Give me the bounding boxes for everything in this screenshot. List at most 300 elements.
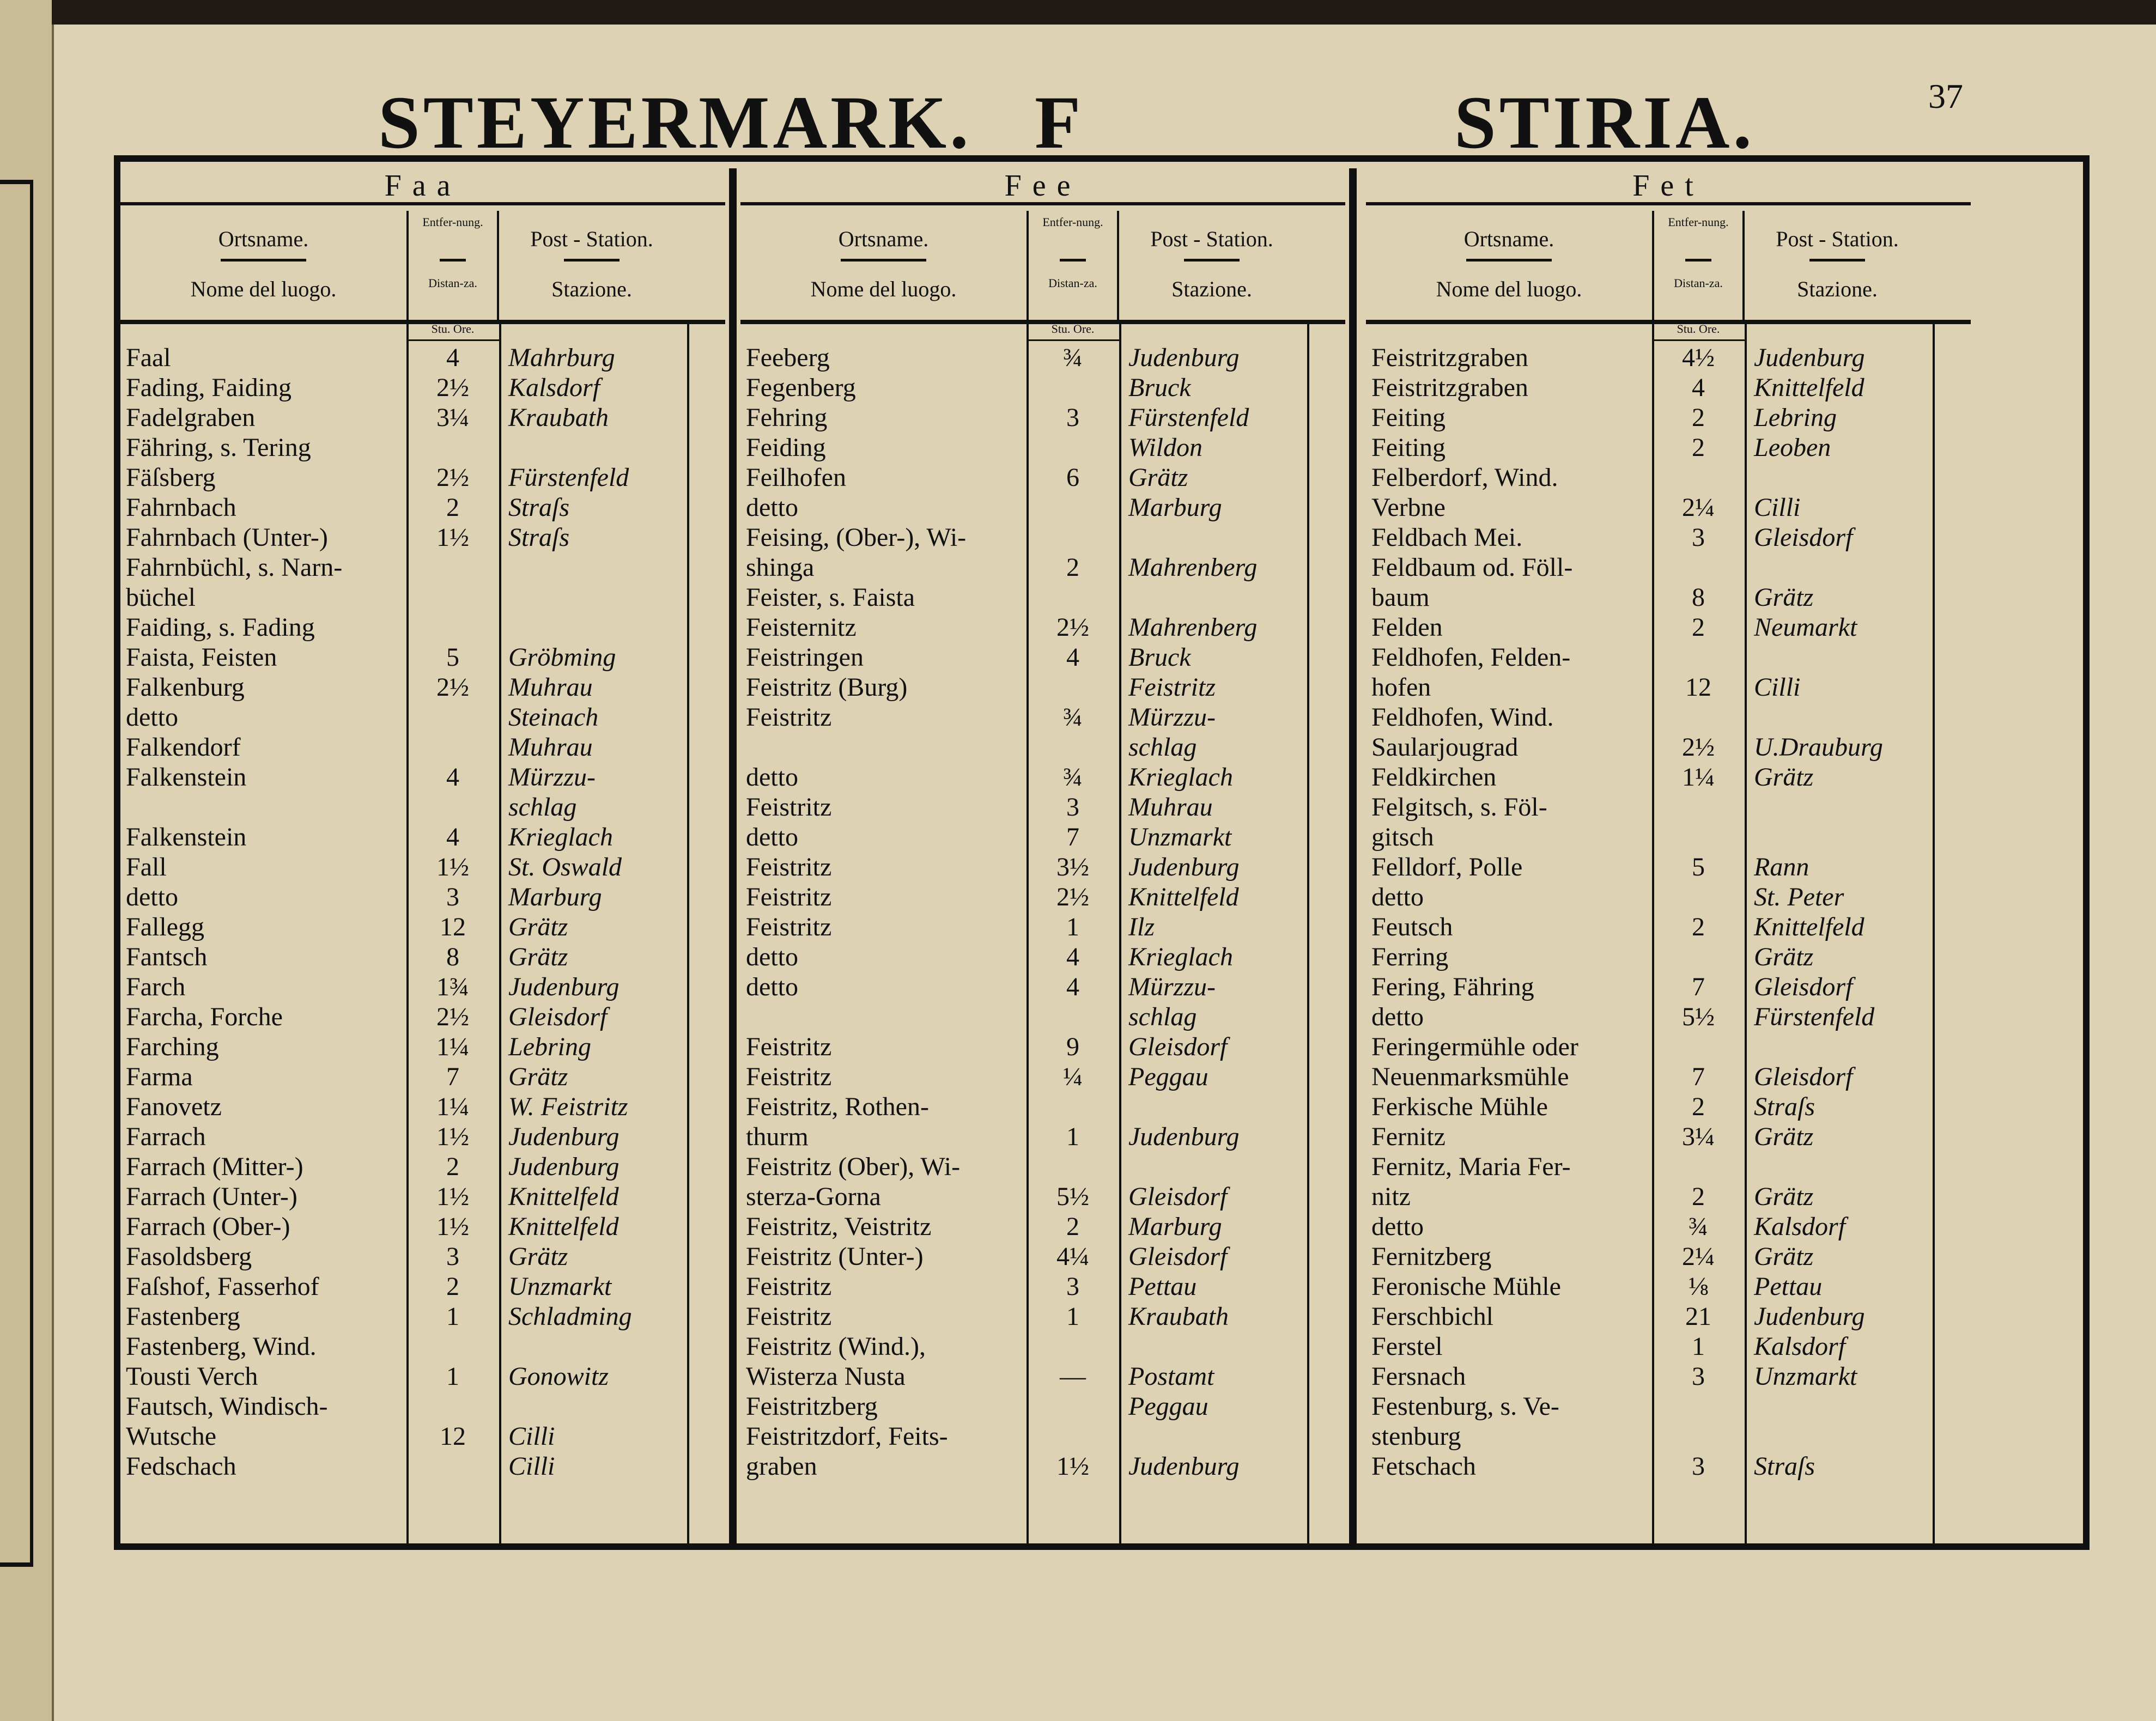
table-row	[120, 912, 725, 942]
place-name: Saularjougrad	[1371, 733, 1519, 762]
distance-value: 4	[1066, 942, 1079, 971]
table-row	[120, 1182, 725, 1212]
place-name: Farching	[126, 1032, 219, 1061]
place-name: Tousti Verch	[126, 1362, 258, 1391]
distance-value: ¼	[1063, 1062, 1083, 1091]
distance-header-italian: Distan-za.	[428, 276, 477, 290]
name-header-german: Ortsname.	[218, 227, 309, 251]
post-station: Knittelfeld	[508, 1182, 619, 1211]
post-station: Marburg	[1128, 1212, 1222, 1241]
place-name: Farrach (Ober-)	[126, 1212, 290, 1241]
table-row	[120, 1391, 725, 1421]
place-name: Feldkirchen	[1371, 763, 1497, 792]
name-header-italian: Nome del luogo.	[810, 277, 957, 301]
place-name: Falkendorf	[126, 733, 241, 762]
post-station: St. Peter	[1754, 883, 1844, 911]
units-label: Stu. Ore.	[406, 322, 499, 341]
distance-value: 2½	[436, 463, 469, 492]
table-row	[740, 492, 1345, 522]
place-name: Farrach	[126, 1122, 206, 1151]
table-row	[1366, 612, 1971, 642]
distance-value: 2½	[436, 673, 469, 702]
table-row	[740, 1272, 1345, 1302]
post-station: Unzmarkt	[1128, 823, 1232, 852]
distance-value: 5½	[1056, 1182, 1089, 1211]
table-row	[740, 1302, 1345, 1331]
post-station: Cilli	[1754, 493, 1801, 522]
post-station: Grätz	[1754, 942, 1814, 971]
distance-value: 1½	[436, 1182, 469, 1211]
distance-value: 6	[1066, 463, 1079, 492]
place-name: Fernitzberg	[1371, 1242, 1492, 1271]
distance-value: 1¼	[436, 1032, 469, 1061]
distance-value: 2	[1692, 1182, 1705, 1211]
place-name: Feistritz	[746, 703, 832, 732]
name-header-german: Ortsname.	[1463, 227, 1554, 251]
table-row	[740, 1361, 1345, 1391]
place-name: Fegenberg	[746, 373, 856, 402]
table-row	[1366, 373, 1971, 403]
post-station: W. Feistritz	[508, 1092, 628, 1121]
place-name: Fernitz	[1371, 1122, 1446, 1151]
post-station: Mürzzu-	[508, 763, 596, 792]
table-row	[120, 552, 725, 582]
place-name: Fernitz, Maria Fer-	[1371, 1152, 1571, 1181]
table-row	[1366, 1182, 1971, 1212]
table-row	[1366, 582, 1971, 612]
station-header-german: Post - Station.	[1776, 227, 1899, 251]
header-rule	[1466, 259, 1552, 262]
distance-value: 3	[1692, 1362, 1705, 1391]
distance-value: 2	[1692, 1092, 1705, 1121]
post-station: Grätz	[1754, 1242, 1814, 1271]
table-row	[120, 492, 725, 522]
table-row	[1366, 1361, 1971, 1391]
name-column-header	[740, 211, 1027, 320]
distance-value: 3	[446, 1242, 459, 1271]
table-row	[120, 612, 725, 642]
table-row	[120, 1152, 725, 1182]
place-name: detto	[1371, 1212, 1424, 1241]
header-rule	[1060, 259, 1086, 262]
distance-value: 4	[446, 343, 459, 372]
table-row	[740, 373, 1345, 403]
place-name: Fehring	[746, 403, 828, 432]
place-name: Fastenberg	[126, 1302, 240, 1331]
distance-header-italian: Distan-za.	[1048, 276, 1097, 290]
header-rule	[1685, 259, 1712, 262]
place-name: Feistritz	[746, 913, 832, 941]
table-row	[740, 702, 1345, 732]
column-header-row	[1366, 211, 1971, 324]
place-name: detto	[126, 883, 178, 911]
distance-value: ¾	[1063, 343, 1083, 372]
distance-value: 2	[1066, 1212, 1079, 1241]
table-row	[1366, 552, 1971, 582]
station-header-german: Post - Station.	[530, 227, 653, 251]
distance-value: ¾	[1063, 763, 1083, 792]
place-name: Farcha, Forche	[126, 1002, 283, 1031]
table-row	[740, 912, 1345, 942]
place-name: detto	[1371, 1002, 1424, 1031]
table-section	[1366, 168, 1971, 1550]
place-name: Feistritz	[746, 883, 832, 911]
gazetteer-table	[114, 155, 2090, 1550]
table-row	[1366, 492, 1971, 522]
place-name: Faal	[126, 343, 171, 372]
table-row	[120, 822, 725, 852]
table-row	[740, 1002, 1345, 1032]
table-row	[1366, 732, 1971, 762]
place-name: graben	[746, 1452, 817, 1481]
post-station: schlag	[1128, 733, 1197, 762]
place-name: Fahrnbüchl, s. Narn-	[126, 553, 343, 582]
post-station: Unzmarkt	[508, 1272, 612, 1301]
distance-value: 2½	[436, 373, 469, 402]
table-row	[120, 702, 725, 732]
place-name: Feistritz, Veistritz	[746, 1212, 932, 1241]
table-row	[1366, 1272, 1971, 1302]
section-heading: Faa	[120, 168, 725, 205]
table-row	[120, 1421, 725, 1451]
name-header-italian: Nome del luogo.	[190, 277, 337, 301]
title-german: STEYERMARK.	[378, 81, 972, 164]
distance-value: 21	[1685, 1302, 1711, 1331]
post-station: Grätz	[1754, 583, 1814, 612]
post-station: schlag	[1128, 1002, 1197, 1031]
place-name: detto	[1371, 883, 1424, 911]
station-header-italian: Stazione.	[551, 277, 632, 301]
post-station: Bruck	[1128, 643, 1191, 672]
table-row	[120, 1331, 725, 1361]
distance-value: 1¾	[436, 972, 469, 1001]
table-row	[1366, 1002, 1971, 1032]
place-name: Fanovetz	[126, 1092, 222, 1121]
place-name: Feistritz (Wind.),	[746, 1332, 926, 1361]
post-station: Krieglach	[1128, 942, 1233, 971]
place-name: hofen	[1371, 673, 1431, 702]
place-name: Feldhofen, Wind.	[1371, 703, 1554, 732]
table-row	[740, 343, 1345, 373]
place-name: Feistritzdorf, Feits-	[746, 1422, 948, 1451]
distance-column-header	[1027, 211, 1119, 320]
post-station: Mahrenberg	[1128, 613, 1258, 642]
post-station: Judenburg	[1128, 343, 1240, 372]
place-name: Feistritz	[746, 1272, 832, 1301]
distance-value: 1½	[436, 853, 469, 881]
place-name: nitz	[1371, 1182, 1411, 1211]
place-name: Feiting	[1371, 433, 1446, 462]
table-row	[1366, 433, 1971, 463]
table-section	[740, 168, 1345, 1550]
page-number: 37	[1928, 77, 1963, 115]
place-name: Fedschach	[126, 1452, 236, 1481]
table-row	[1366, 792, 1971, 822]
place-name: Feilhofen	[746, 463, 846, 492]
place-name: shinga	[746, 553, 815, 582]
distance-value: ⅛	[1689, 1272, 1708, 1301]
table-row	[1366, 1421, 1971, 1451]
table-row	[740, 1451, 1345, 1481]
place-name: Feiting	[1371, 403, 1446, 432]
table-row	[120, 642, 725, 672]
place-name: detto	[746, 942, 798, 971]
header-rule	[440, 259, 466, 262]
distance-value: 1¼	[436, 1092, 469, 1121]
post-station: Judenburg	[1754, 343, 1865, 372]
place-name: Feistringen	[746, 643, 864, 672]
table-row	[120, 882, 725, 912]
place-name: Feistritzgraben	[1371, 343, 1528, 372]
place-name: Feistritz (Ober), Wi-	[746, 1152, 961, 1181]
distance-value: 3	[446, 883, 459, 911]
post-station: Straſs	[508, 493, 570, 522]
table-row	[120, 972, 725, 1002]
station-column-header	[1119, 211, 1304, 320]
distance-value: 1	[446, 1302, 459, 1331]
table-row	[1366, 1152, 1971, 1182]
distance-value: 2¼	[1682, 493, 1715, 522]
distance-value: 12	[440, 1422, 466, 1451]
table-row	[740, 1032, 1345, 1062]
table-row	[120, 1092, 725, 1122]
place-name: Feldbaum od. Föll-	[1371, 553, 1573, 582]
distance-value: 4	[1066, 972, 1079, 1001]
place-name: detto	[746, 763, 798, 792]
post-station: Lebring	[508, 1032, 592, 1061]
table-row	[1366, 1331, 1971, 1361]
table-row	[1366, 882, 1971, 912]
table-row	[120, 1062, 725, 1092]
place-name: Feising, (Ober-), Wi-	[746, 523, 967, 552]
table-row	[1366, 972, 1971, 1002]
place-name: detto	[746, 972, 798, 1001]
distance-value: 1½	[436, 523, 469, 552]
place-name: Feistritz	[746, 853, 832, 881]
place-name: Felberdorf, Wind.	[1371, 463, 1558, 492]
table-row	[1366, 822, 1971, 852]
place-name: Feldhofen, Felden-	[1371, 643, 1571, 672]
distance-value: 3	[1066, 1272, 1079, 1301]
post-station: Kalsdorf	[508, 373, 600, 402]
table-row	[740, 403, 1345, 433]
distance-value: 3	[1692, 523, 1705, 552]
table-row	[120, 1302, 725, 1331]
name-column-header	[120, 211, 406, 320]
table-row	[120, 1242, 725, 1272]
post-station: Peggau	[1128, 1392, 1208, 1421]
post-station: Peggau	[1128, 1062, 1208, 1091]
table-row	[120, 1361, 725, 1391]
section-heading: Fee	[740, 168, 1345, 205]
table-row	[740, 1062, 1345, 1092]
header-rule	[221, 259, 307, 262]
distance-value: 3	[1066, 793, 1079, 822]
header-rule	[1809, 259, 1865, 262]
distance-value: 5½	[1682, 1002, 1715, 1031]
table-section	[120, 168, 725, 1550]
station-column-header	[1745, 211, 1930, 320]
place-name: Felden	[1371, 613, 1443, 642]
place-name: Fall	[126, 853, 167, 881]
place-name: Farrach (Unter-)	[126, 1182, 297, 1211]
table-row	[1366, 642, 1971, 672]
post-station: Fürstenfeld	[1128, 403, 1249, 432]
post-station: Knittelfeld	[1754, 913, 1865, 941]
place-name: Fallegg	[126, 913, 204, 941]
distance-value: 4	[1692, 373, 1705, 402]
post-station: Knittelfeld	[1128, 883, 1239, 911]
distance-value: 2¼	[1682, 1242, 1715, 1271]
column-header-row	[120, 211, 725, 324]
table-row	[120, 403, 725, 433]
table-row	[740, 522, 1345, 552]
distance-value: 3½	[1056, 853, 1089, 881]
book-page	[52, 25, 2156, 1721]
table-row	[1366, 1451, 1971, 1481]
distance-value: 4	[446, 763, 459, 792]
header-rule	[1184, 259, 1240, 262]
post-station: Knittelfeld	[508, 1212, 619, 1241]
distance-value: 4	[1066, 643, 1079, 672]
distance-value: 1¼	[1682, 763, 1715, 792]
distance-value: 1½	[436, 1122, 469, 1151]
table-row	[740, 972, 1345, 1002]
distance-header-italian: Distan-za.	[1674, 276, 1723, 290]
table-row	[1366, 403, 1971, 433]
section-divider	[729, 168, 737, 1550]
table-row	[1366, 1302, 1971, 1331]
distance-value: 1	[1692, 1332, 1705, 1361]
place-name: Ferschbichl	[1371, 1302, 1493, 1331]
table-row	[740, 582, 1345, 612]
distance-value: 2	[1692, 433, 1705, 462]
units-label: Stu. Ore.	[1027, 322, 1119, 341]
place-name: Fastenberg, Wind.	[126, 1332, 317, 1361]
distance-value: 4½	[1682, 343, 1715, 372]
section-letter: F	[1035, 81, 1081, 164]
post-station: Grätz	[508, 913, 568, 941]
post-station: Gleisdorf	[1128, 1242, 1228, 1271]
place-name: Fetschach	[1371, 1452, 1476, 1481]
table-row	[120, 1272, 725, 1302]
place-name: Feutsch	[1371, 913, 1453, 941]
distance-value: 2½	[1682, 733, 1715, 762]
table-row	[120, 1002, 725, 1032]
post-station: St. Oswald	[508, 853, 622, 881]
post-station: Gonowitz	[508, 1362, 609, 1391]
table-row	[120, 1122, 725, 1152]
table-row	[1366, 702, 1971, 732]
place-name: Feister, s. Faista	[746, 583, 915, 612]
table-row	[740, 433, 1345, 463]
distance-value: 1	[1066, 1122, 1079, 1151]
distance-value: 1	[446, 1362, 459, 1391]
distance-value: 3¼	[1682, 1122, 1715, 1151]
post-station: Gleisdorf	[1754, 1062, 1853, 1091]
distance-value: 12	[1685, 673, 1711, 702]
distance-value: 2½	[1056, 883, 1089, 911]
name-header-german: Ortsname.	[838, 227, 929, 251]
post-station: Mahrenberg	[1128, 553, 1258, 582]
place-name: Neuenmarksmühle	[1371, 1062, 1569, 1091]
section-heading: Fet	[1366, 168, 1971, 205]
place-name: Falkenburg	[126, 673, 245, 702]
post-station: Mürzzu-	[1128, 972, 1216, 1001]
place-name: detto	[126, 703, 178, 732]
distance-value: 2	[446, 1152, 459, 1181]
distance-value: 1	[1066, 913, 1079, 941]
place-name: Farch	[126, 972, 186, 1001]
place-name: Feistritzgraben	[1371, 373, 1528, 402]
post-station: Neumarkt	[1754, 613, 1857, 642]
post-station: Judenburg	[508, 1122, 620, 1151]
distance-value: 2	[1692, 613, 1705, 642]
distance-value: ¾	[1063, 703, 1083, 732]
table-row	[120, 343, 725, 373]
place-name: detto	[746, 493, 798, 522]
station-header-italian: Stazione.	[1171, 277, 1252, 301]
place-name: detto	[746, 823, 798, 852]
table-row	[740, 882, 1345, 912]
table-row	[120, 762, 725, 792]
post-station: Judenburg	[1754, 1302, 1865, 1331]
table-row	[120, 792, 725, 822]
distance-value: 4¼	[1056, 1242, 1089, 1271]
table-row	[740, 852, 1345, 882]
distance-header-german: Entfer-nung.	[422, 215, 483, 229]
table-row	[120, 1032, 725, 1062]
previous-page-edge	[0, 0, 52, 1721]
place-name: Fading, Faiding	[126, 373, 292, 402]
post-station: Muhrau	[508, 733, 593, 762]
place-name: stenburg	[1371, 1422, 1461, 1451]
table-row	[1366, 762, 1971, 792]
place-name: Feisternitz	[746, 613, 857, 642]
table-row	[1366, 343, 1971, 373]
post-station: Judenburg	[1128, 1452, 1240, 1481]
distance-value: 5	[1692, 853, 1705, 881]
distance-value: 8	[1692, 583, 1705, 612]
post-station: Grätz	[1754, 1122, 1814, 1151]
post-station: Postamt	[1128, 1362, 1214, 1391]
distance-value: 2½	[1056, 613, 1089, 642]
header-rule	[841, 259, 927, 262]
post-station: Judenburg	[1128, 1122, 1240, 1151]
table-row	[1366, 912, 1971, 942]
table-row	[740, 1212, 1345, 1242]
table-row	[1366, 1122, 1971, 1152]
post-station: Gleisdorf	[1128, 1032, 1228, 1061]
place-name: Wutsche	[126, 1422, 217, 1451]
place-name: thurm	[746, 1122, 809, 1151]
distance-value: 12	[440, 913, 466, 941]
distance-column-header	[406, 211, 499, 320]
post-station: Ilz	[1128, 913, 1155, 941]
post-station: Cilli	[1754, 673, 1801, 702]
place-name: Fahrnbach	[126, 493, 236, 522]
header-rule	[564, 259, 620, 262]
post-station: Judenburg	[508, 1152, 620, 1181]
place-name: Feeberg	[746, 343, 830, 372]
post-station: Straſs	[1754, 1092, 1815, 1121]
table-row	[740, 822, 1345, 852]
place-name: Feistritz (Unter-)	[746, 1242, 924, 1271]
table-row	[120, 1212, 725, 1242]
table-row	[120, 1451, 725, 1481]
place-name: Faiding, s. Fading	[126, 613, 315, 642]
table-row	[740, 762, 1345, 792]
